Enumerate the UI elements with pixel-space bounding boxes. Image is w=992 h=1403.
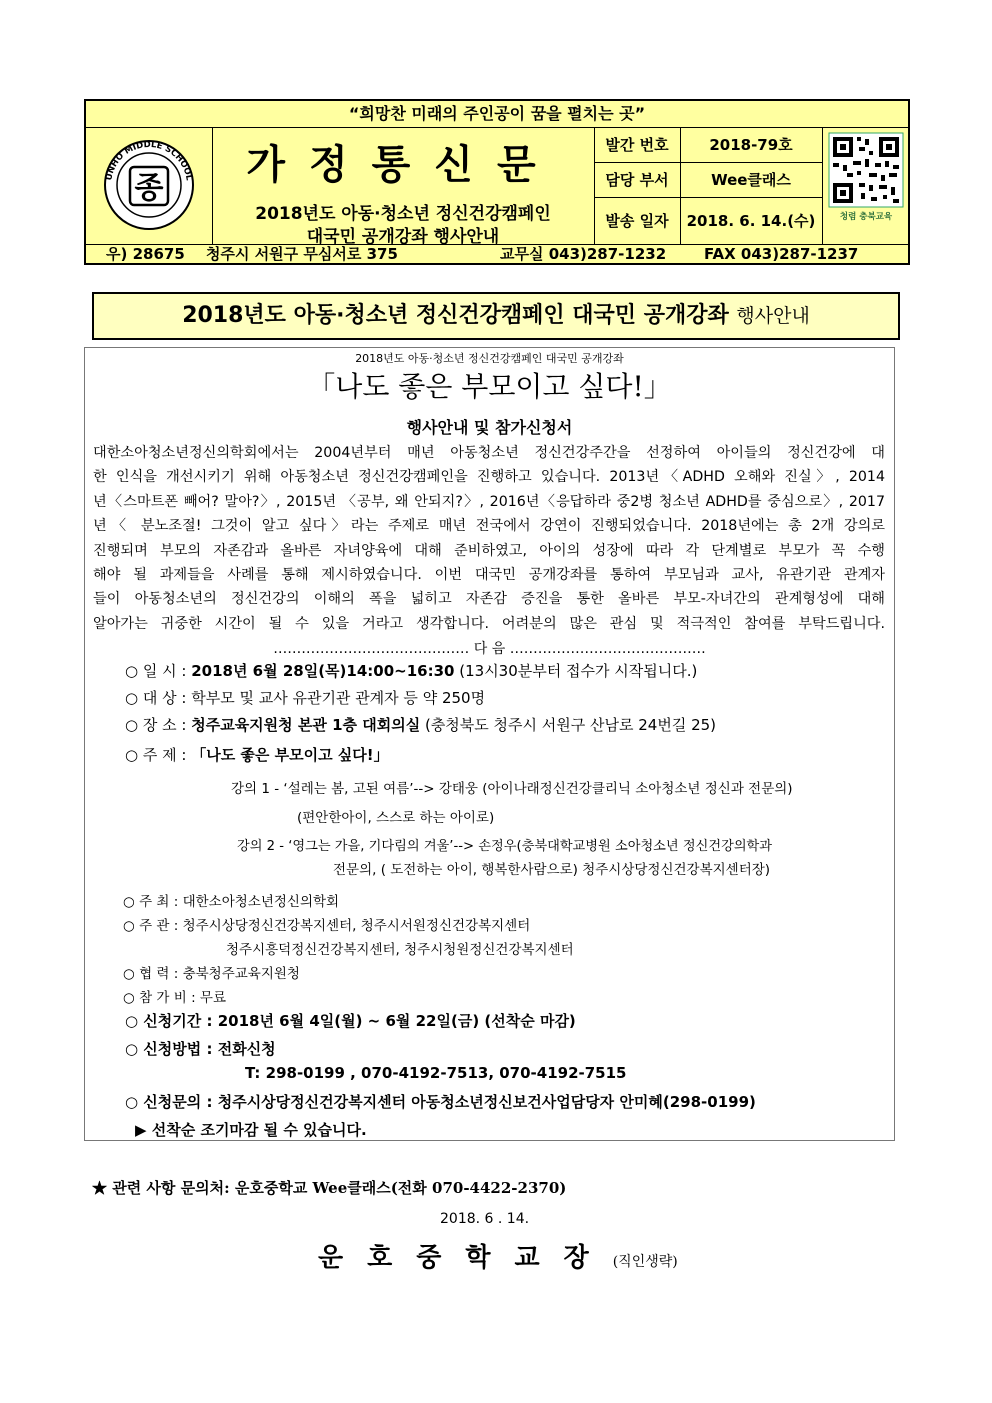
address-row [86, 244, 908, 264]
newsletter-header [84, 99, 910, 265]
qr-caption: 청렴 충북교육 [839, 212, 893, 222]
detail-value: 청주시상당정신건강복지센터, 청주시서원정신건강복지센터 [182, 918, 531, 934]
divider: …………………………………… 다 음 …………………………………… [273, 641, 706, 657]
detail-value: 무료 [199, 990, 227, 1006]
info-label: 발간 번호 [594, 127, 681, 162]
detail-value: 대한소아청소년정신의학회 [182, 894, 340, 910]
qr-cell [822, 127, 909, 244]
detail-organizer-line2: 청주시흥덕정신건강복지센터, 청주시청원정신건강복지센터 [226, 942, 574, 958]
principal-name: 운호중학교장 [318, 1243, 613, 1273]
street-address: 청주시 서원구 무심서로 375 [206, 245, 398, 263]
slogan: “희망찬 미래의 주인공이 꿈을 펼치는 곳” [86, 101, 908, 128]
info-row-date [594, 197, 822, 244]
school-logo-glyph: 종 [134, 171, 164, 206]
lecture-title: 「나도 좋은 부모이고 싶다!」 [307, 370, 672, 403]
paragraph-line: 대한소아청소년정신의학회에서는 2004년부터 매년 아동청소년 정신건강주간을 선정하여 아이들의 정신건강에 대 [93, 445, 885, 461]
detail-value: 학부모 및 교사 유관기관 관계자 등 약 250명 [191, 689, 486, 707]
paragraph-line: 년〈스마트폰 빼어? 말아?〉, 2015년 〈공부, 왜 안되지?〉, 2016년〈응답하라 중2병 청소년 ADHD를 중심으로〉, 2017 [93, 493, 885, 510]
detail-cooperation [123, 962, 300, 982]
event-title-box [92, 292, 900, 340]
lecture1-line1: 강의 1 - ‘설레는 봄, 고된 여름’--> 강태웅 (아이나래정신건강클리닉 소아청소년 정신과 전문의) [231, 781, 793, 797]
postal-code: 우) 28675 [106, 245, 185, 263]
detail-value: 2018년 6월 28일(목)14:00~16:30 [191, 662, 455, 680]
lecture2-line2: 전문의, ( 도전하는 아이, 행복한사람으로) 청주시상당정신건강복지센터장) [333, 862, 771, 878]
detail-phones: T: 298-0199 , 070-4192-7513, 070-4192-7515 [245, 1064, 627, 1082]
footer-date: 2018. 6 . 14. [440, 1211, 530, 1227]
early-close-notice: ▶ 선착순 조기마감 될 수 있습니다. [135, 1121, 367, 1139]
paragraph-line: 진행되며 부모의 자존감과 올바른 자녀양육에 대해 준비하였고, 아이의 성장에 따라 각 단계별로 부모가 꼭 수행 [93, 542, 885, 559]
main-content-box [84, 347, 895, 1141]
seal-note: (직인생략) [612, 1254, 678, 1270]
paragraph-line: 년〈 분노조절! 그것이 알고 싶다〉라는 주제로 매년 전국에서 강연이 진행되었습니다. 2018년에는 총 2개 강의로 [93, 518, 885, 535]
detail-host [123, 890, 339, 910]
paragraph-line: 해야 될 과제들을 사례를 통해 제시하였습니다. 이번 대국민 공개강좌를 통하여 부모님과 교사, 유관기관 관계자 [93, 567, 885, 584]
detail-label: ○ 협 력 : [123, 966, 179, 982]
detail-fee [123, 986, 226, 1006]
detail-date [125, 660, 697, 681]
detail-label: ○ 참 가 비 : [123, 990, 196, 1006]
detail-target [125, 687, 485, 708]
info-value: 2018-79호 [709, 136, 793, 154]
detail-note: (13시30분부터 접수가 시작됩니다.) [459, 662, 698, 680]
detail-theme [125, 744, 389, 765]
event-title: 2018년도 아동·청소년 정신건강캠페인 대국민 공개강좌 [182, 303, 729, 328]
detail-label: ○ 장 소 : [125, 716, 187, 734]
info-value: 2018. 6. 14.(수) [686, 212, 816, 230]
intro-paragraph [93, 441, 885, 636]
paragraph-line: 알아가는 귀중한 시간이 될 수 있을 거라고 생각합니다. 어려분의 많은 관심 및 적극적인 참여를 부탁드립니다. [93, 615, 885, 632]
small-header: 2018년도 아동·청소년 정신건강캠페인 대국민 공개강좌 [355, 352, 624, 365]
detail-place [125, 714, 716, 735]
info-value: Wee클래스 [711, 171, 791, 189]
paragraph-line: 한 인식을 개선시키기 위해 아동청소년 정신건강캠페인을 진행하고 있습니다. 2013년〈ADHD 오해와 진실〉, 2014 [93, 469, 885, 486]
section-title: 행사안내 및 참가신청서 [406, 418, 573, 437]
fax-number: FAX 043)287-1237 [704, 245, 859, 263]
detail-label: ○ 주 최 : [123, 894, 179, 910]
info-label: 발송 일자 [594, 197, 681, 244]
detail-inquiry: ○ 신청문의 : 청주시상당정신건강복지센터 아동청소년정신보건사업담당자 안미혜(298-0199) [125, 1093, 756, 1111]
detail-value: 「나도 좋은 부모이고 싶다!」 [191, 746, 389, 764]
school-logo-cell [86, 127, 213, 244]
qr-code-icon [823, 127, 909, 223]
principal-signature [318, 1237, 678, 1274]
title-cell [212, 127, 595, 247]
school-logo [86, 127, 212, 244]
lecture1-line2: (편안한아이, 스스로 하는 아이로) [297, 810, 495, 826]
office-phone: 교무실 043)287-1232 [500, 245, 667, 263]
detail-label: ○ 주 제 : [125, 746, 187, 764]
detail-period: ○ 신청기간 : 2018년 6월 4일(월) ~ 6월 22일(금) (선착순 마감) [125, 1012, 576, 1030]
newsletter-title: 가정통신문 [246, 141, 560, 188]
event-title-suffix: 행사안내 [736, 305, 810, 327]
header-subtitle-line1: 2018년도 아동·청소년 정신건강캠페인 [255, 204, 551, 224]
info-label: 담당 부서 [594, 162, 681, 197]
detail-label: ○ 주 관 : [123, 918, 179, 934]
publication-info-table [594, 127, 822, 244]
detail-label: ○ 대 상 : [125, 689, 187, 707]
info-row-issue [594, 127, 822, 163]
detail-note: (충청북도 청주시 서원구 산남로 24번길 25) [424, 716, 717, 734]
header-subtitle-line2: 대국민 공개강좌 행사안내 [306, 227, 500, 247]
detail-value: 충북청주교육지원청 [182, 966, 300, 982]
paragraph-line: 들이 아동청소년의 정신건강의 이해의 폭을 넓히고 자존감 증진을 통한 올바른 부모-자녀간의 관계형성에 대해 [93, 591, 885, 608]
contact-info: ★ 관련 사항 문의처: 운호중학교 Wee클래스(전화 070-4422-2370) [92, 1179, 567, 1197]
detail-method: ○ 신청방법 : 전화신청 [125, 1040, 276, 1058]
detail-value: 청주교육지원청 본관 1층 대회의실 [191, 716, 421, 734]
detail-label: ○ 일 시 : [125, 662, 187, 680]
detail-organizer [123, 914, 530, 934]
school-logo-text: UNHO MIDDLE SCHOOL [104, 139, 194, 182]
lecture2-line1: 강의 2 - ‘영그는 가을, 기다림의 겨울’--> 손정우(충북대학교병원 소아청소년 정신건강의학과 [237, 839, 773, 854]
info-row-dept [594, 162, 822, 198]
